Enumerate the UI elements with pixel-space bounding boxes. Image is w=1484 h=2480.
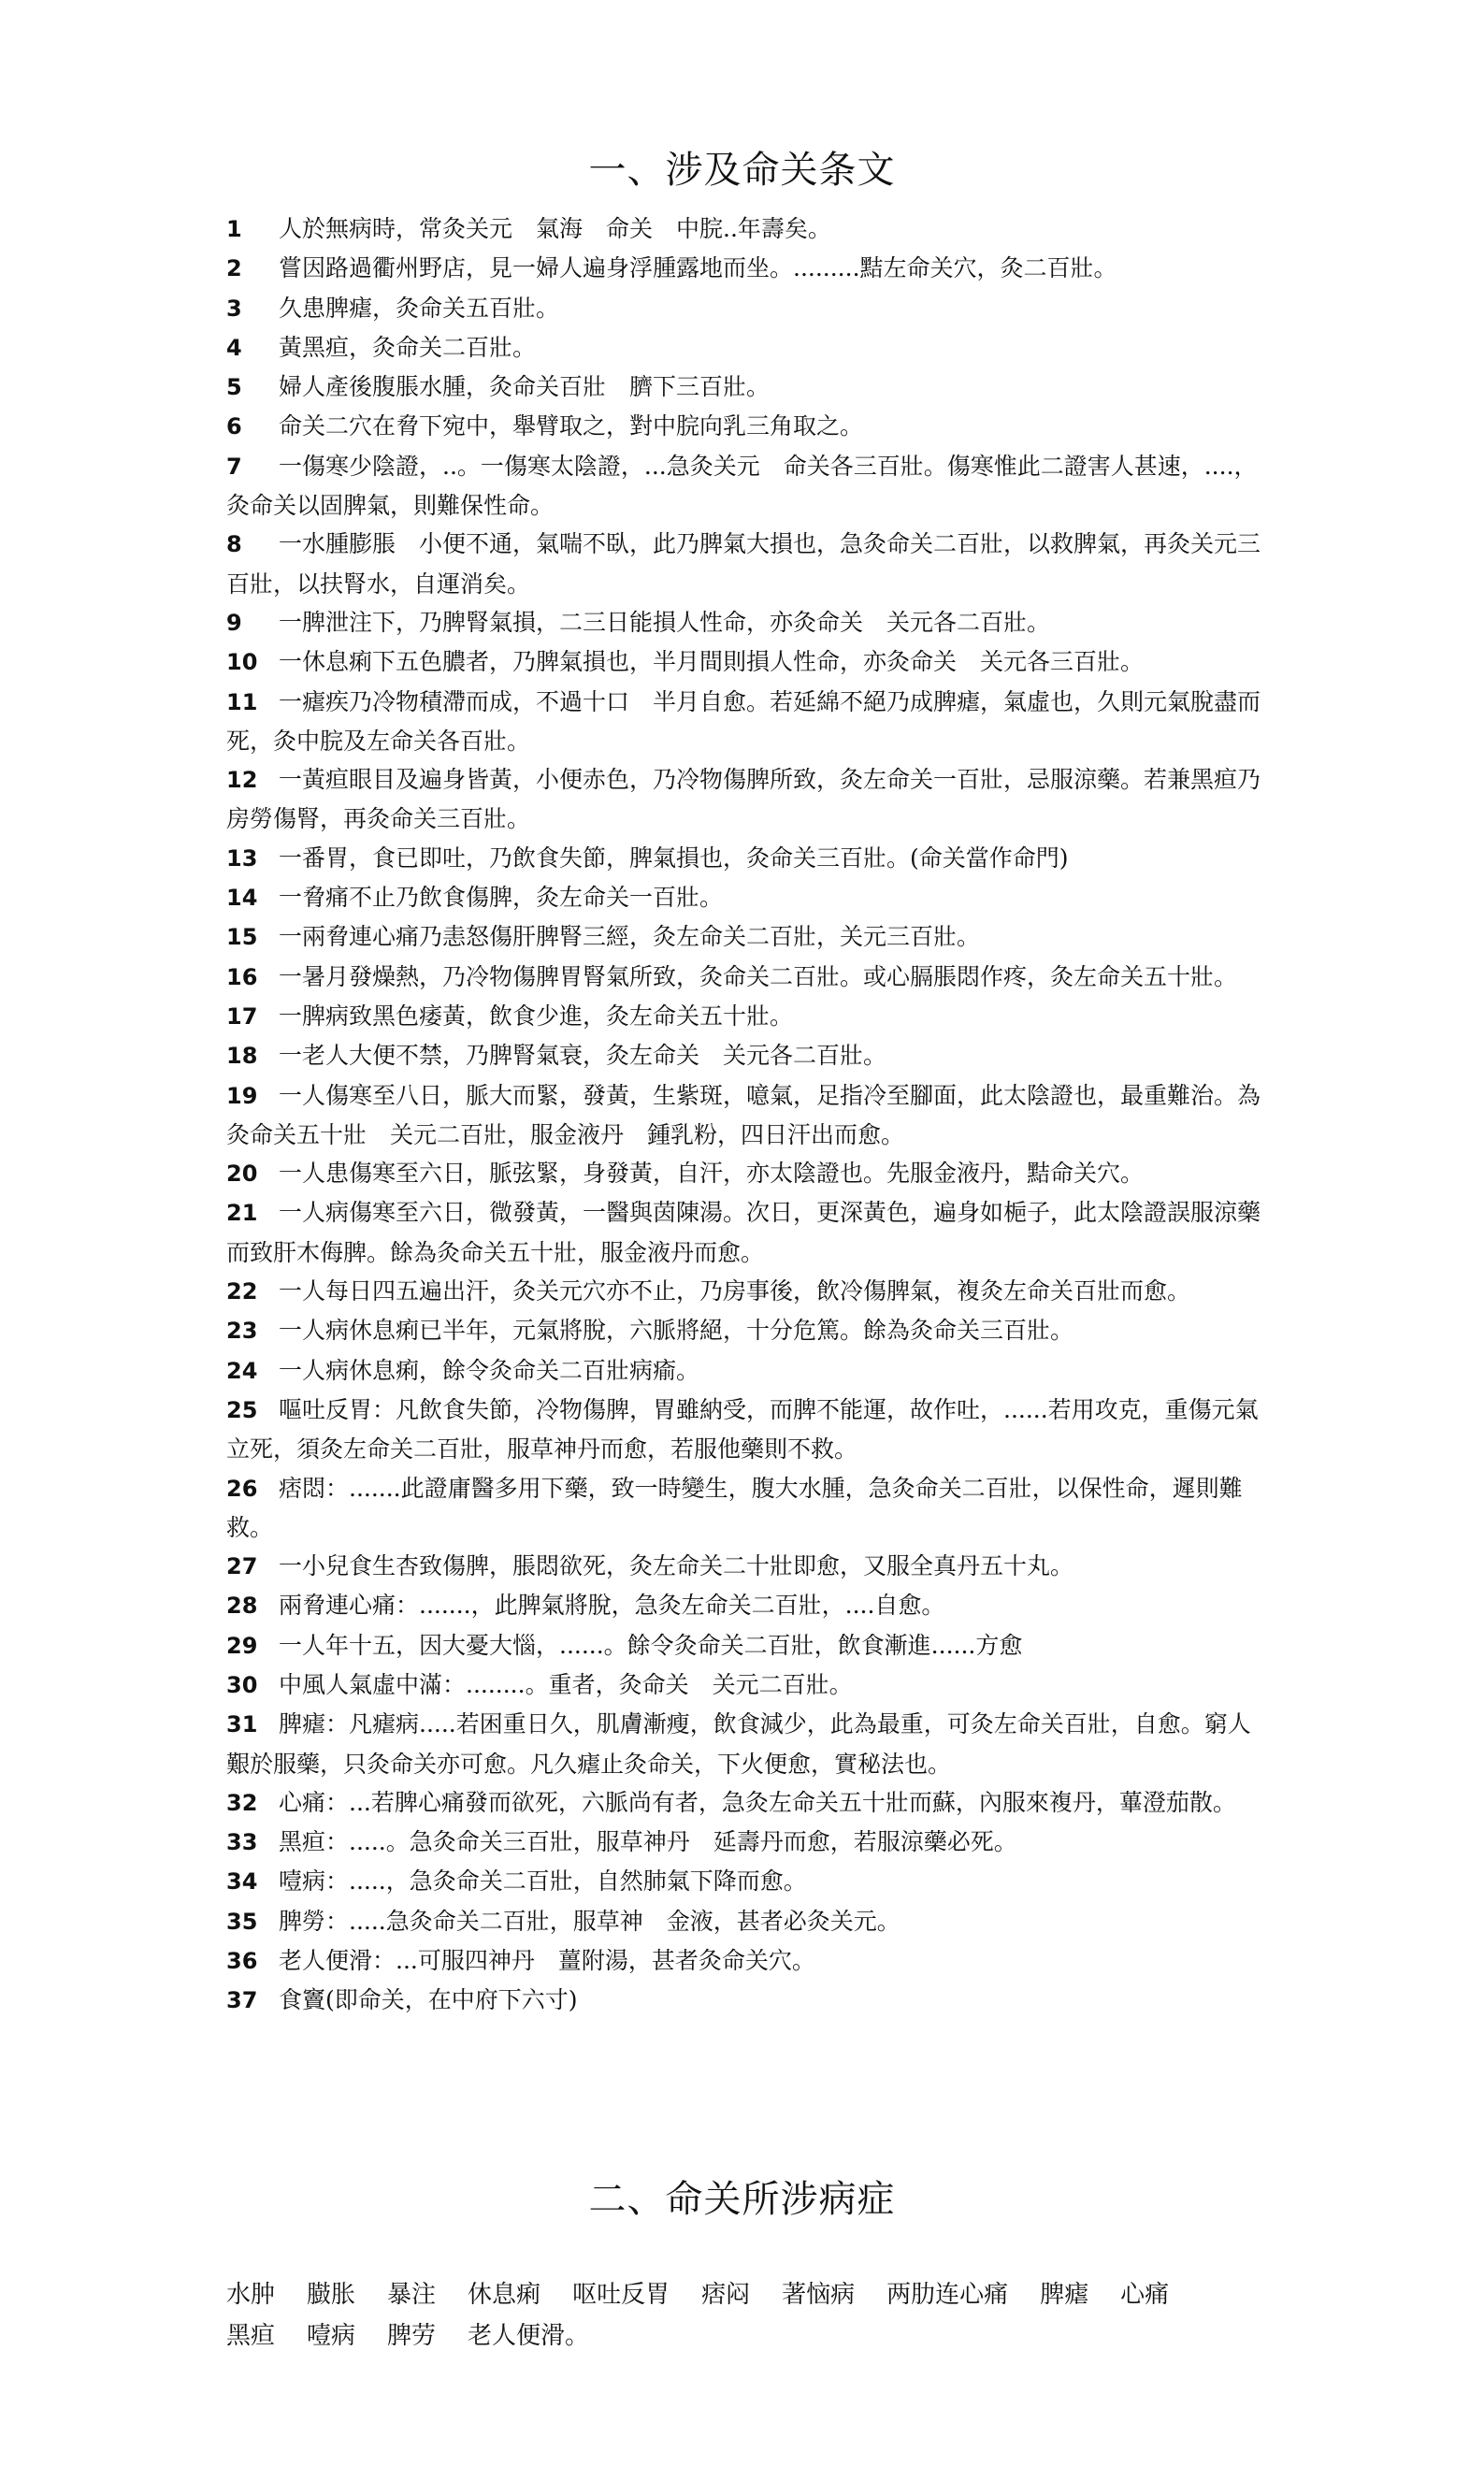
clause-text: 中風人氣虛中滿：........。重者，灸命关 关元二百壯。 bbox=[279, 1670, 853, 1698]
clause-number: 13 bbox=[226, 844, 258, 872]
symptom-term: 水肿 bbox=[226, 2281, 276, 2309]
clause-number: 36 bbox=[226, 1948, 258, 1975]
clause-item bbox=[226, 1941, 1274, 1981]
symptom-term: 臌胀 bbox=[307, 2281, 356, 2309]
clause-text: 一人年十五，因大憂大惱，......。餘令灸命关二百壯，飲食漸進......方愈 bbox=[279, 1631, 1023, 1659]
clause-text: 一脾泄注下，乃脾腎氣損，二三日能損人性命，亦灸命关 关元各二百壯。 bbox=[279, 608, 1051, 636]
clause-item bbox=[226, 249, 1274, 288]
symptom-term: 呕吐反胃 bbox=[572, 2281, 670, 2309]
clause-text: 脾瘧：凡瘧病.....若困重日久，肌膚漸瘦，飲食減少，此為最重，可灸左命关百壯，自愈。窮人艱於服藥，只灸命关亦可愈。凡久瘧止灸命关，下火便愈，實秘法也。 bbox=[226, 1710, 1251, 1778]
clause-text: 一暑月發燥熱，乃冷物傷脾胃腎氣所致，灸命关二百壯。或心膈脹悶作疼，灸左命关五十壯。 bbox=[279, 962, 1238, 990]
clause-item bbox=[226, 1272, 1274, 1311]
clause-item bbox=[226, 603, 1274, 642]
clause-text: 一人每日四五遍出汗，灸关元穴亦不止，乃房事後，飲冷傷脾氣，複灸左命关百壯而愈。 bbox=[279, 1277, 1191, 1305]
clause-text: 一人患傷寒至六日，脈弦緊，身發黃，自汗，亦太陰證也。先服金液丹，黠命关穴。 bbox=[279, 1160, 1145, 1188]
symptom-term: 两肋连心痛 bbox=[886, 2281, 1009, 2309]
clause-item bbox=[226, 997, 1274, 1036]
clause-text: 一人病休息痢已半年，元氣將脫，六脈將絕，十分危篤。餘為灸命关三百壯。 bbox=[279, 1317, 1074, 1345]
clause-item bbox=[226, 209, 1274, 249]
clause-text: 兩脅連心痛：.......，此脾氣將脫，急灸左命关二百壯，....自愈。 bbox=[279, 1592, 945, 1620]
clause-item bbox=[226, 1036, 1274, 1075]
symptom-term: 老人便滑。 bbox=[468, 2322, 590, 2350]
clause-number: 1 bbox=[226, 216, 242, 242]
clause-text: 一水腫膨脹 小便不通，氣喘不臥，此乃脾氣大損也，急灸命关二百壯，以救脾氣，再灸关元三百壯，以扶腎水，自運消矣。 bbox=[226, 530, 1261, 598]
clause-number: 23 bbox=[226, 1318, 258, 1345]
clause-number: 30 bbox=[226, 1671, 258, 1698]
clause-item bbox=[226, 1902, 1274, 1941]
clause-item bbox=[226, 1351, 1274, 1391]
clause-item bbox=[226, 878, 1274, 917]
clause-text: 久患脾瘧，灸命关五百壯。 bbox=[279, 294, 560, 322]
clause-item bbox=[226, 839, 1274, 878]
clause-number: 10 bbox=[226, 649, 258, 676]
clause-number: 37 bbox=[226, 1987, 258, 2014]
clause-item bbox=[226, 447, 1274, 526]
clause-text: 一人病休息痢，餘令灸命关二百壯病瘉。 bbox=[279, 1356, 700, 1384]
clause-item bbox=[226, 407, 1274, 446]
clause-item bbox=[226, 1705, 1274, 1783]
clause-number: 7 bbox=[226, 453, 242, 480]
clause-text: 痞悶：.......此證庸醫多用下藥，致一時變生，腹大水腫，急灸命关二百壯，以保性命，遲則難救。 bbox=[226, 1474, 1243, 1541]
clause-number: 12 bbox=[226, 767, 258, 794]
clause-item bbox=[226, 1823, 1274, 1862]
clause-number: 5 bbox=[226, 374, 242, 401]
clause-number: 6 bbox=[226, 413, 242, 440]
clause-text: 一脅痛不止乃飲食傷脾，灸左命关一百壯。 bbox=[279, 884, 724, 912]
clause-list bbox=[226, 209, 1274, 2021]
clause-number: 17 bbox=[226, 1002, 258, 1030]
clause-text: 老人便滑：...可服四神丹 薑附湯，甚者灸命关穴。 bbox=[279, 1947, 815, 1975]
section-title-clauses: 一、涉及命关条文 bbox=[588, 149, 896, 192]
clause-text: 一兩脅連心痛乃恚怒傷肝脾腎三經，灸左命关二百壯，关元三百壯。 bbox=[279, 923, 981, 951]
clause-text: 一休息痢下五色膿者，乃脾氣損也，半月間則損人性命，亦灸命关 关元各三百壯。 bbox=[279, 648, 1145, 676]
clause-text: 心痛：...若脾心痛發而欲死，六脈尚有者，急灸左命关五十壯而蘇，內服來複丹，蓽澄茄散。 bbox=[279, 1788, 1236, 1816]
clause-item bbox=[226, 683, 1274, 761]
clause-item bbox=[226, 1311, 1274, 1350]
clause-text: 一老人大便不禁，乃脾腎氣衰，灸左命关 关元各二百壯。 bbox=[279, 1042, 887, 1070]
clause-item bbox=[226, 328, 1274, 368]
symptom-list bbox=[226, 2274, 1274, 2357]
clause-number: 2 bbox=[226, 255, 242, 282]
symptom-term: 噎病 bbox=[307, 2322, 356, 2350]
symptom-term: 心痛 bbox=[1120, 2281, 1170, 2309]
clause-item bbox=[226, 1469, 1274, 1548]
clause-number: 33 bbox=[226, 1829, 258, 1856]
symptom-term: 脾瘧 bbox=[1040, 2281, 1089, 2309]
clause-number: 34 bbox=[226, 1868, 258, 1896]
clause-number: 35 bbox=[226, 1908, 258, 1935]
clause-text: 黑疸：.....。急灸命关三百壯，服草神丹 延壽丹而愈，若服涼藥必死。 bbox=[279, 1828, 1017, 1856]
clause-number: 14 bbox=[226, 885, 258, 912]
clause-text: 食竇(即命关，在中府下六寸) bbox=[279, 1986, 578, 2014]
clause-number: 8 bbox=[226, 531, 242, 558]
clause-text: 一番胃，食已即吐，乃飲食失節，脾氣損也，灸命关三百壯。(命关當作命門) bbox=[279, 843, 1069, 872]
clause-text: 噎病：.....，急灸命关二百壯，自然肺氣下降而愈。 bbox=[279, 1867, 807, 1896]
clause-number: 11 bbox=[226, 688, 258, 715]
clause-item bbox=[226, 958, 1274, 997]
clause-item bbox=[226, 1626, 1274, 1665]
clause-number: 4 bbox=[226, 334, 242, 361]
symptom-term: 暴注 bbox=[387, 2281, 437, 2309]
clause-text: 一瘧疾乃冷物積滯而成，不過十口 半月自愈。若延綿不絕乃成脾瘧，氣虛也，久則元氣脫盡而死，灸中脘及左命关各百壯。 bbox=[226, 687, 1261, 755]
clause-text: 人於無病時，常灸关元 氣海 命关 中脘..年壽矣。 bbox=[279, 215, 831, 242]
clause-item bbox=[226, 1783, 1274, 1823]
clause-item bbox=[226, 1586, 1274, 1625]
clause-text: 一傷寒少陰證，..。一傷寒太陰證，...急灸关元 命关各三百壯。傷寒惟此二證害人甚速，....，灸命关以固脾氣，則難保性命。 bbox=[226, 452, 1258, 520]
clause-number: 15 bbox=[226, 924, 258, 951]
clause-number: 24 bbox=[226, 1357, 258, 1384]
clause-text: 一脾病致黑色痿黃，飲食少進，灸左命关五十壯。 bbox=[279, 1002, 794, 1030]
clause-item bbox=[226, 1862, 1274, 1901]
clause-item bbox=[226, 1076, 1274, 1155]
clause-item bbox=[226, 289, 1274, 328]
clause-item bbox=[226, 1665, 1274, 1705]
clause-text: 嘗因路過衢州野店，見一婦人遍身浮腫露地而坐。.........黠左命关穴，灸二百壯。 bbox=[279, 254, 1117, 282]
clause-text: 命关二穴在脅下宛中，舉臂取之，對中脘向乳三角取之。 bbox=[279, 412, 864, 440]
clause-item bbox=[226, 1193, 1274, 1272]
clause-item bbox=[226, 1981, 1274, 2020]
clause-number: 21 bbox=[226, 1200, 258, 1227]
clause-item bbox=[226, 1391, 1274, 1469]
clause-text: 一小兒食生杏致傷脾，脹悶欲死，灸左命关二十壯即愈，又服全真丹五十丸。 bbox=[279, 1552, 1074, 1580]
clause-number: 19 bbox=[226, 1082, 258, 1109]
clause-item bbox=[226, 368, 1274, 407]
section-title-symptoms: 二、命关所涉病症 bbox=[588, 2178, 896, 2221]
clause-number: 18 bbox=[226, 1043, 258, 1070]
clause-number: 31 bbox=[226, 1711, 258, 1738]
clause-number: 27 bbox=[226, 1553, 258, 1580]
clause-number: 26 bbox=[226, 1475, 258, 1502]
clause-item bbox=[226, 642, 1274, 682]
clause-number: 29 bbox=[226, 1632, 258, 1659]
clause-number: 32 bbox=[226, 1789, 258, 1816]
clause-number: 3 bbox=[226, 295, 242, 322]
symptom-term: 黑疸 bbox=[226, 2322, 276, 2350]
symptom-term: 休息痢 bbox=[468, 2281, 541, 2309]
clause-item bbox=[226, 917, 1274, 957]
symptom-term: 痞闷 bbox=[701, 2281, 751, 2309]
clause-item bbox=[226, 760, 1274, 839]
clause-text: 一人傷寒至八日，脈大而緊，發黃，生紫斑，噫氣，足指冷至腳面，此太陰證也，最重難治。為灸命关五十壯 关元二百壯，服金液丹 鍾乳粉，四日汗出而愈。 bbox=[226, 1081, 1261, 1148]
clause-text: 脾勞：.....急灸命关二百壯，服草神 金液，甚者必灸关元。 bbox=[279, 1907, 900, 1935]
clause-text: 一人病傷寒至六日，微發黃，一醫與茵陳湯。次日，更深黃色，遍身如梔子，此太陰證誤服涼藥而致肝木侮脾。餘為灸命关五十壯，服金液丹而愈。 bbox=[226, 1199, 1261, 1266]
clause-number: 9 bbox=[226, 609, 242, 636]
symptom-term: 著恼病 bbox=[782, 2281, 856, 2309]
clause-number: 22 bbox=[226, 1278, 258, 1305]
clause-text: 婦人產後腹脹水腫，灸命关百壯 臍下三百壯。 bbox=[279, 373, 771, 401]
clause-text: 黃黑疸，灸命关二百壯。 bbox=[279, 333, 537, 361]
clause-number: 16 bbox=[226, 963, 258, 990]
clause-number: 20 bbox=[226, 1161, 258, 1188]
clause-item bbox=[226, 525, 1274, 603]
clause-number: 28 bbox=[226, 1593, 258, 1620]
clause-text: 一黃疸眼目及遍身皆黃，小便赤色，乃冷物傷脾所致，灸左命关一百壯，忌服涼藥。若兼黑疸乃房勞傷腎，再灸命关三百壯。 bbox=[226, 766, 1261, 833]
clause-item bbox=[226, 1547, 1274, 1586]
clause-number: 25 bbox=[226, 1396, 258, 1423]
clause-item bbox=[226, 1154, 1274, 1193]
clause-text: 嘔吐反胃：凡飲食失節，冷物傷脾，胃雖納受，而脾不能運，故作吐，......若用攻克，重傷元氣立死，須灸左命关二百壯，服草神丹而愈，若服他藥則不救。 bbox=[226, 1395, 1259, 1463]
symptom-term: 脾劳 bbox=[387, 2322, 437, 2350]
